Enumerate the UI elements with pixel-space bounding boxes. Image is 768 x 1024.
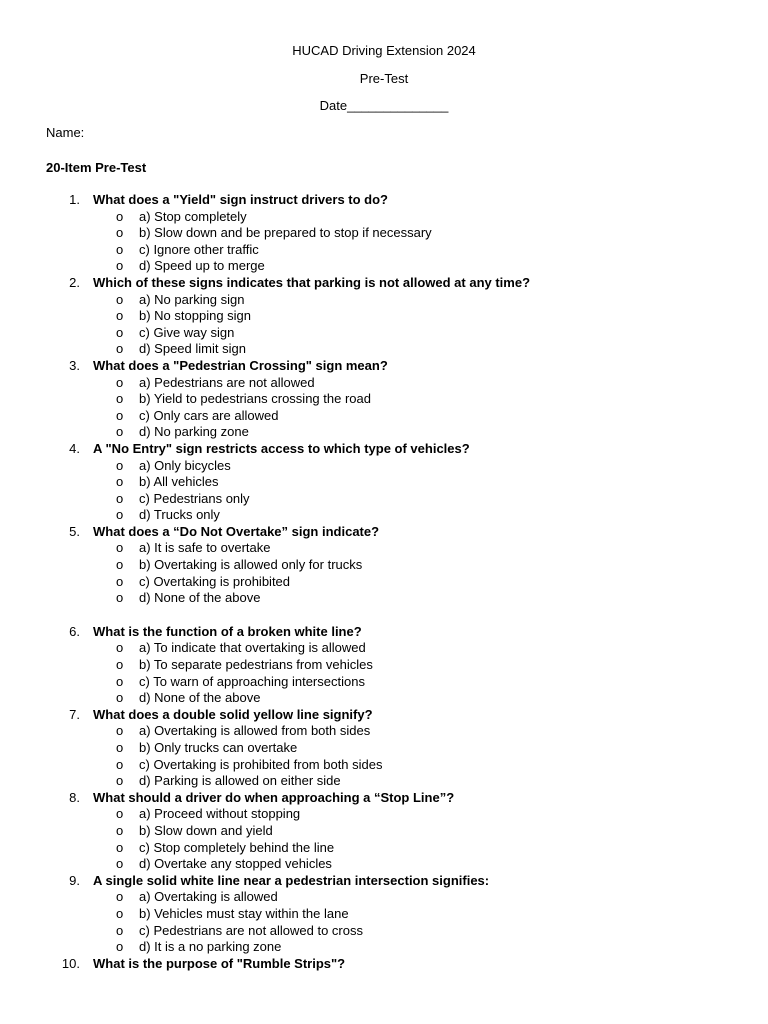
answer-option	[0, 640, 768, 657]
answer-option	[0, 740, 768, 757]
answer-option	[0, 308, 768, 325]
bullet-icon: o	[116, 258, 124, 274]
answer-option-text: d) None of the above	[139, 590, 261, 606]
question-row	[0, 790, 768, 807]
bullet-icon: o	[116, 640, 124, 656]
question-row	[0, 192, 768, 209]
question-row	[0, 275, 768, 292]
answer-option	[0, 258, 768, 275]
question-number: 4.	[69, 440, 80, 456]
question-text: What should a driver do when approaching a “Stop Line”?	[93, 789, 455, 805]
answer-option	[0, 391, 768, 408]
answer-option	[0, 507, 768, 524]
answer-option	[0, 491, 768, 508]
answer-option	[0, 540, 768, 557]
answer-option	[0, 723, 768, 740]
answer-option-text: b) Yield to pedestrians crossing the road	[139, 391, 371, 407]
bullet-icon: o	[116, 225, 124, 241]
answer-option	[0, 923, 768, 940]
document-title: HUCAD Driving Extension 2024	[292, 43, 476, 58]
answer-option-text: c) Only cars are allowed	[139, 407, 279, 423]
question-row	[0, 956, 768, 973]
answer-option-text: a) No parking sign	[139, 291, 245, 307]
answer-option	[0, 474, 768, 491]
bullet-icon: o	[116, 922, 124, 938]
question-number: 9.	[69, 872, 80, 888]
answer-option	[0, 657, 768, 674]
question-item	[0, 192, 768, 275]
question-number: 3.	[69, 357, 80, 373]
bullet-icon: o	[116, 507, 124, 523]
bullet-icon: o	[116, 889, 124, 905]
answer-option	[0, 458, 768, 475]
answer-option	[0, 773, 768, 790]
question-text: What does a “Do Not Overtake” sign indicate?	[93, 523, 380, 539]
answer-option-text: c) Give way sign	[139, 324, 235, 340]
bullet-icon: o	[116, 690, 124, 706]
answer-option	[0, 424, 768, 441]
question-number: 7.	[69, 706, 80, 722]
answer-option	[0, 856, 768, 873]
answer-option-text: b) No stopping sign	[139, 308, 252, 324]
answer-option-text: b) Overtaking is allowed only for trucks	[139, 557, 363, 573]
answer-option-text: d) Overtake any stopped vehicles	[139, 856, 332, 872]
bullet-icon: o	[116, 374, 124, 390]
answer-option-text: d) Speed limit sign	[139, 341, 246, 357]
answer-option-text: c) Pedestrians only	[139, 490, 250, 506]
answer-option-text: c) Ignore other traffic	[139, 241, 259, 257]
question-item	[0, 956, 768, 973]
bullet-icon: o	[116, 474, 124, 490]
bullet-icon: o	[116, 291, 124, 307]
answer-option-text: a) It is safe to overtake	[139, 540, 271, 556]
bullet-icon: o	[116, 657, 124, 673]
answer-option-text: b) To separate pedestrians from vehicles	[139, 657, 373, 673]
answer-option	[0, 690, 768, 707]
answer-option	[0, 325, 768, 342]
question-row	[0, 441, 768, 458]
answer-option	[0, 806, 768, 823]
bullet-icon: o	[116, 822, 124, 838]
bullet-icon: o	[116, 573, 124, 589]
answer-option-text: a) Overtaking is allowed from both sides	[139, 723, 371, 739]
answer-option	[0, 590, 768, 607]
answer-option-text: d) Speed up to merge	[139, 258, 265, 274]
question-text: A single solid white line near a pedestrian intersection signifies:	[93, 872, 490, 888]
name-field-label: Name:	[46, 125, 85, 140]
date-field-label: Date______________	[319, 98, 449, 113]
question-number: 1.	[69, 192, 80, 207]
question-row	[0, 358, 768, 375]
answer-option-text: d) It is a no parking zone	[139, 939, 282, 955]
answer-option-text: b) Only trucks can overtake	[139, 740, 298, 755]
bullet-icon: o	[116, 839, 124, 855]
answer-option-text: b) Slow down and yield	[139, 822, 273, 838]
bullet-icon: o	[116, 490, 124, 506]
answer-option	[0, 292, 768, 309]
bullet-icon: o	[116, 557, 124, 573]
bullet-icon: o	[116, 241, 124, 257]
bullet-icon: o	[116, 208, 124, 224]
question-item	[0, 873, 768, 956]
bullet-icon: o	[116, 673, 124, 689]
answer-option	[0, 557, 768, 574]
question-text: What does a "Yield" sign instruct drivers to do?	[93, 192, 388, 207]
answer-option-text: a) Stop completely	[139, 208, 247, 224]
answer-option-text: a) Only bicycles	[139, 457, 231, 473]
answer-option-text: d) No parking zone	[139, 424, 249, 440]
answer-option	[0, 823, 768, 840]
bullet-icon: o	[116, 740, 124, 755]
bullet-icon: o	[116, 723, 124, 739]
answer-option-text: a) To indicate that overtaking is allowed	[139, 640, 366, 656]
question-item	[0, 624, 768, 707]
bullet-icon: o	[116, 773, 124, 789]
answer-option-text: b) Vehicles must stay within the lane	[139, 905, 349, 921]
answer-option	[0, 939, 768, 956]
answer-option-text: a) Pedestrians are not allowed	[139, 374, 315, 390]
bullet-icon: o	[116, 856, 124, 872]
bullet-icon: o	[116, 457, 124, 473]
question-text: Which of these signs indicates that parking is not allowed at any time?	[93, 274, 531, 290]
question-row	[0, 873, 768, 890]
question-number: 5.	[69, 523, 80, 539]
answer-option-text: b) All vehicles	[139, 474, 219, 490]
bullet-icon: o	[116, 324, 124, 340]
answer-option-text: d) Trucks only	[139, 507, 220, 523]
section-heading: 20-Item Pre-Test	[46, 160, 147, 175]
question-item	[0, 275, 768, 358]
question-text: What does a double solid yellow line signify?	[93, 706, 373, 722]
question-item	[0, 358, 768, 441]
answer-option	[0, 341, 768, 358]
question-row	[0, 707, 768, 724]
bullet-icon: o	[116, 806, 124, 822]
question-item	[0, 441, 768, 524]
answer-option-text: b) Slow down and be prepared to stop if necessary	[139, 225, 432, 241]
bullet-icon: o	[116, 590, 124, 606]
bullet-icon: o	[116, 939, 124, 955]
answer-option	[0, 574, 768, 591]
question-number: 8.	[69, 789, 80, 805]
answer-option	[0, 408, 768, 425]
answer-option-text: c) Overtaking is prohibited from both sides	[139, 756, 383, 772]
bullet-icon: o	[116, 540, 124, 556]
question-item	[0, 790, 768, 873]
question-row	[0, 524, 768, 541]
question-number: 10.	[61, 955, 80, 971]
question-text: What is the function of a broken white line?	[93, 623, 362, 639]
answer-option-text: c) Stop completely behind the line	[139, 839, 335, 855]
question-text: What is the purpose of "Rumble Strips"?	[93, 955, 346, 971]
bullet-icon: o	[116, 905, 124, 921]
bullet-icon: o	[116, 424, 124, 440]
bullet-icon: o	[116, 756, 124, 772]
question-row	[0, 624, 768, 641]
bullet-icon: o	[116, 308, 124, 324]
answer-option	[0, 906, 768, 923]
bullet-icon: o	[116, 391, 124, 407]
bullet-icon: o	[116, 407, 124, 423]
answer-option	[0, 889, 768, 906]
answer-option-text: c) Overtaking is prohibited	[139, 573, 291, 589]
question-list	[0, 192, 768, 972]
answer-option-text: d) Parking is allowed on either side	[139, 773, 341, 789]
answer-option	[0, 209, 768, 226]
question-text: A "No Entry" sign restricts access to which type of vehicles?	[93, 440, 470, 456]
answer-option-text: c) Pedestrians are not allowed to cross	[139, 922, 363, 938]
question-number: 2.	[69, 274, 80, 290]
answer-option	[0, 375, 768, 392]
answer-option-text: a) Proceed without stopping	[139, 806, 301, 822]
spacer	[0, 607, 768, 624]
question-text: What does a "Pedestrian Crossing" sign mean?	[93, 357, 388, 373]
answer-option	[0, 674, 768, 691]
answer-option-text: a) Overtaking is allowed	[139, 889, 278, 905]
answer-option	[0, 225, 768, 242]
question-item	[0, 707, 768, 790]
document-subtitle: Pre-Test	[359, 71, 409, 86]
answer-option	[0, 242, 768, 259]
answer-option	[0, 840, 768, 857]
answer-option-text: c) To warn of approaching intersections	[139, 673, 365, 689]
question-number: 6.	[69, 623, 80, 639]
answer-option-text: d) None of the above	[139, 690, 261, 706]
question-item	[0, 524, 768, 607]
answer-option	[0, 757, 768, 774]
bullet-icon: o	[116, 341, 124, 357]
